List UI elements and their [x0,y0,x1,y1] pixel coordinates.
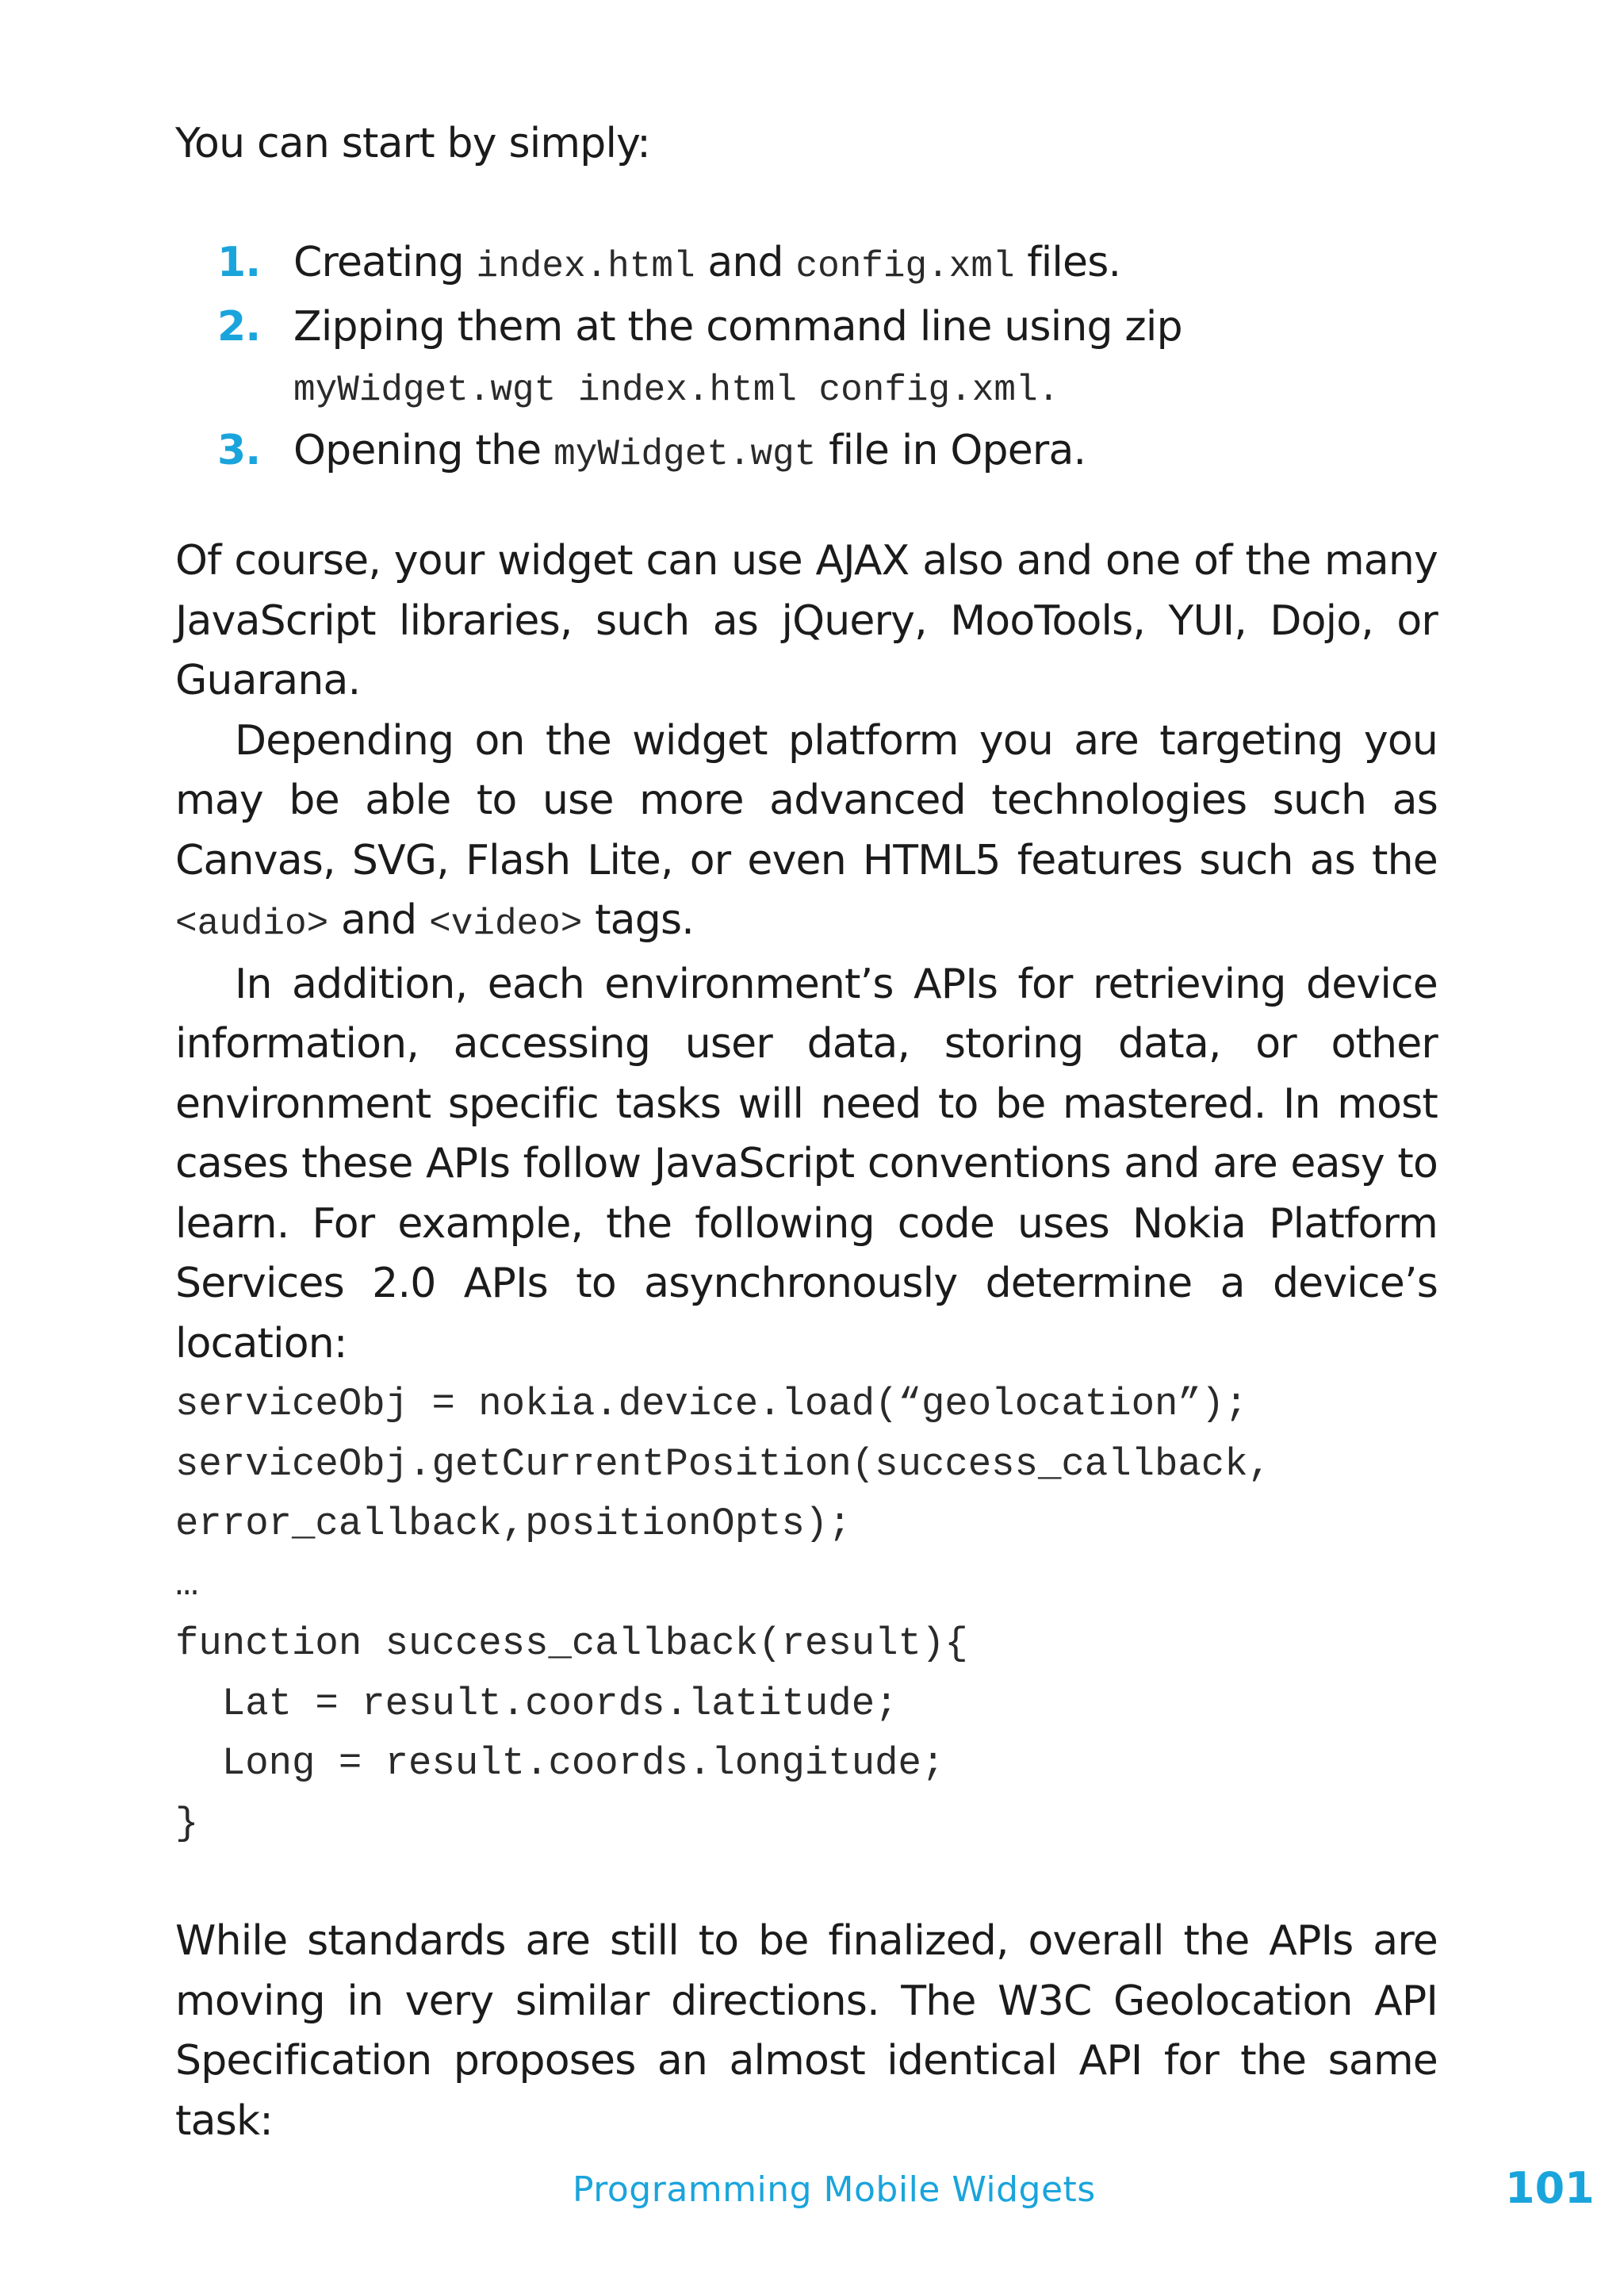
list-item [217,297,1438,421]
running-footer-title: Programming Mobile Widgets [573,2169,1096,2210]
steps-list [217,233,1438,485]
step-number: 1. [217,239,261,286]
step-text: Zipping them at the command line using zip [293,302,1182,351]
page-number: 101 [1505,2163,1595,2213]
inline-code: <video> [429,903,583,945]
inline-code: myWidget.wgt index.html config.xml. [293,370,1060,411]
list-item [217,421,1438,485]
paragraph-text: Depending on the widget platform you are targeting you may be able to use more advanced technologies such as Canvas, SVG, Flash Lite, or even HTML5 features such as the [175,716,1438,884]
step-text: Creating [293,239,477,286]
inline-code: <audio> [175,903,329,945]
inline-code: index.html [476,246,695,287]
inline-code: config.xml [795,246,1015,287]
body-paragraphs [175,531,1438,1374]
step-text: Opening the [293,426,554,474]
step-text: file in Opera. [816,426,1086,474]
paragraph: In addition, each environment’s APIs for retrieving device information, accessing user data, storing data, or other environment specific tasks will need to be mastered. In most cases these APIs follow JavaScript conventions and are easy to learn. For example, the following code uses Nokia Platform Services 2.0 APIs to asynchronously determine a device’s location: [175,960,1438,1367]
step-text: files. [1014,239,1121,286]
intro-text: You can start by simply: [175,120,651,167]
step-text: and [695,239,796,286]
code-block: serviceObj = nokia.device.load(“geolocation”); serviceObj.getCurrentPosition(success_callback, error_callback,positionOpts); … function success_callback(result){ Lat = result.coords.latitude; Long = result.coords.longitude; } [175,1382,1272,1846]
inline-code: myWidget.wgt [553,433,817,475]
step-number: 3. [217,426,261,474]
paragraph [175,712,1438,955]
closing-paragraph: While standards are still to be finalized, overall the APIs are moving in very similar directions. The W3C Geolocation API Specification proposes an almost identical API for the same task: [175,1917,1438,2145]
paragraph: Of course, your widget can use AJAX also and one of the many JavaScript libraries, such as jQuery, MooTools, YUI, Dojo, or Guarana. [175,537,1438,704]
paragraph-text: tags. [582,896,694,944]
paragraph-text: and [328,896,430,944]
list-item [217,233,1438,297]
step-number: 2. [217,302,261,351]
